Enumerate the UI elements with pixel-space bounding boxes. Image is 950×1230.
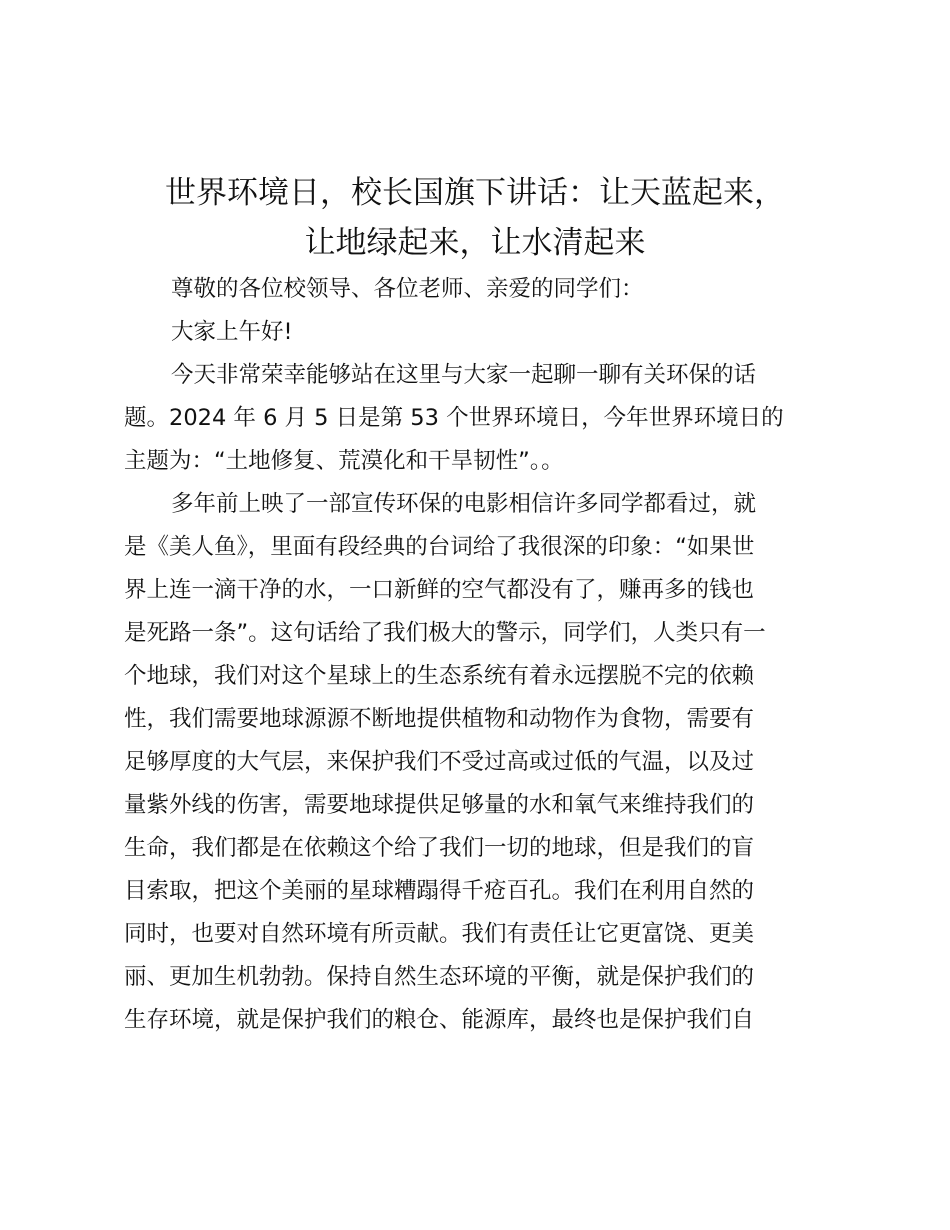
paragraph-1 (124, 354, 836, 483)
title-line-2: 让地绿起来，让水清起来 (304, 225, 646, 261)
paragraph-2-line: 同时，也要对自然环境有所贡献。我们有责任让它更富饶、更美 (124, 921, 755, 947)
paragraph-2-line: 界上连一滴干净的水，一口新鲜的空气都没有了，赚再多的钱也 (124, 577, 755, 603)
paragraph-1-line: 主题为：“土地修复、荒漠化和干旱韧性”。。 (124, 448, 564, 474)
paragraph-2-line: 多年前上映了一部宣传环保的电影相信许多同学都看过，就 (171, 491, 757, 517)
paragraph-2-line: 是《美人鱼》，里面有段经典的台词给了我很深的印象：“如果世 (124, 534, 755, 560)
paragraph-2-line: 个地球，我们对这个星球上的生态系统有着永远摆脱不完的依赖 (124, 663, 755, 689)
paragraph-1-line: 题。2024 年 6 月 5 日是第 53 个世界环境日，今年世界环境日的 (124, 405, 784, 431)
document-body (124, 268, 836, 1042)
salutation: 尊敬的各位校领导、各位老师、亲爱的同学们： (171, 276, 644, 302)
paragraph-2-line: 是死路一条”。这句话给了我们极大的警示，同学们，人类只有一 (124, 620, 766, 646)
paragraph-2-line: 目索取，把这个美丽的星球糟蹋得千疮百孔。我们在利用自然的 (124, 878, 755, 904)
paragraph-2-line: 生命，我们都是在依赖这个给了我们一切的地球，但是我们的盲 (124, 835, 755, 861)
paragraph-2-line: 量紫外线的伤害，需要地球提供足够量的水和氧气来维持我们的 (124, 792, 755, 818)
paragraph-2-line: 丽、更加生机勃勃。保持自然生态环境的平衡，就是保护我们的 (124, 964, 755, 990)
title-line-1: 世界环境日，校长国旗下讲话：让天蓝起来， (165, 175, 785, 211)
greeting: 大家上午好! (171, 319, 293, 345)
document-title (100, 168, 850, 268)
paragraph-2-line: 生存环境，就是保护我们的粮仓、能源库，最终也是保护我们自 (124, 1007, 755, 1033)
paragraph-2-line: 性，我们需要地球源源不断地提供植物和动物作为食物，需要有 (124, 706, 755, 732)
paragraph-2 (124, 483, 836, 1042)
paragraph-2-line: 足够厚度的大气层，来保护我们不受过高或过低的气温，以及过 (124, 749, 755, 775)
paragraph-1-line: 今天非常荣幸能够站在这里与大家一起聊一聊有关环保的话 (171, 362, 757, 388)
